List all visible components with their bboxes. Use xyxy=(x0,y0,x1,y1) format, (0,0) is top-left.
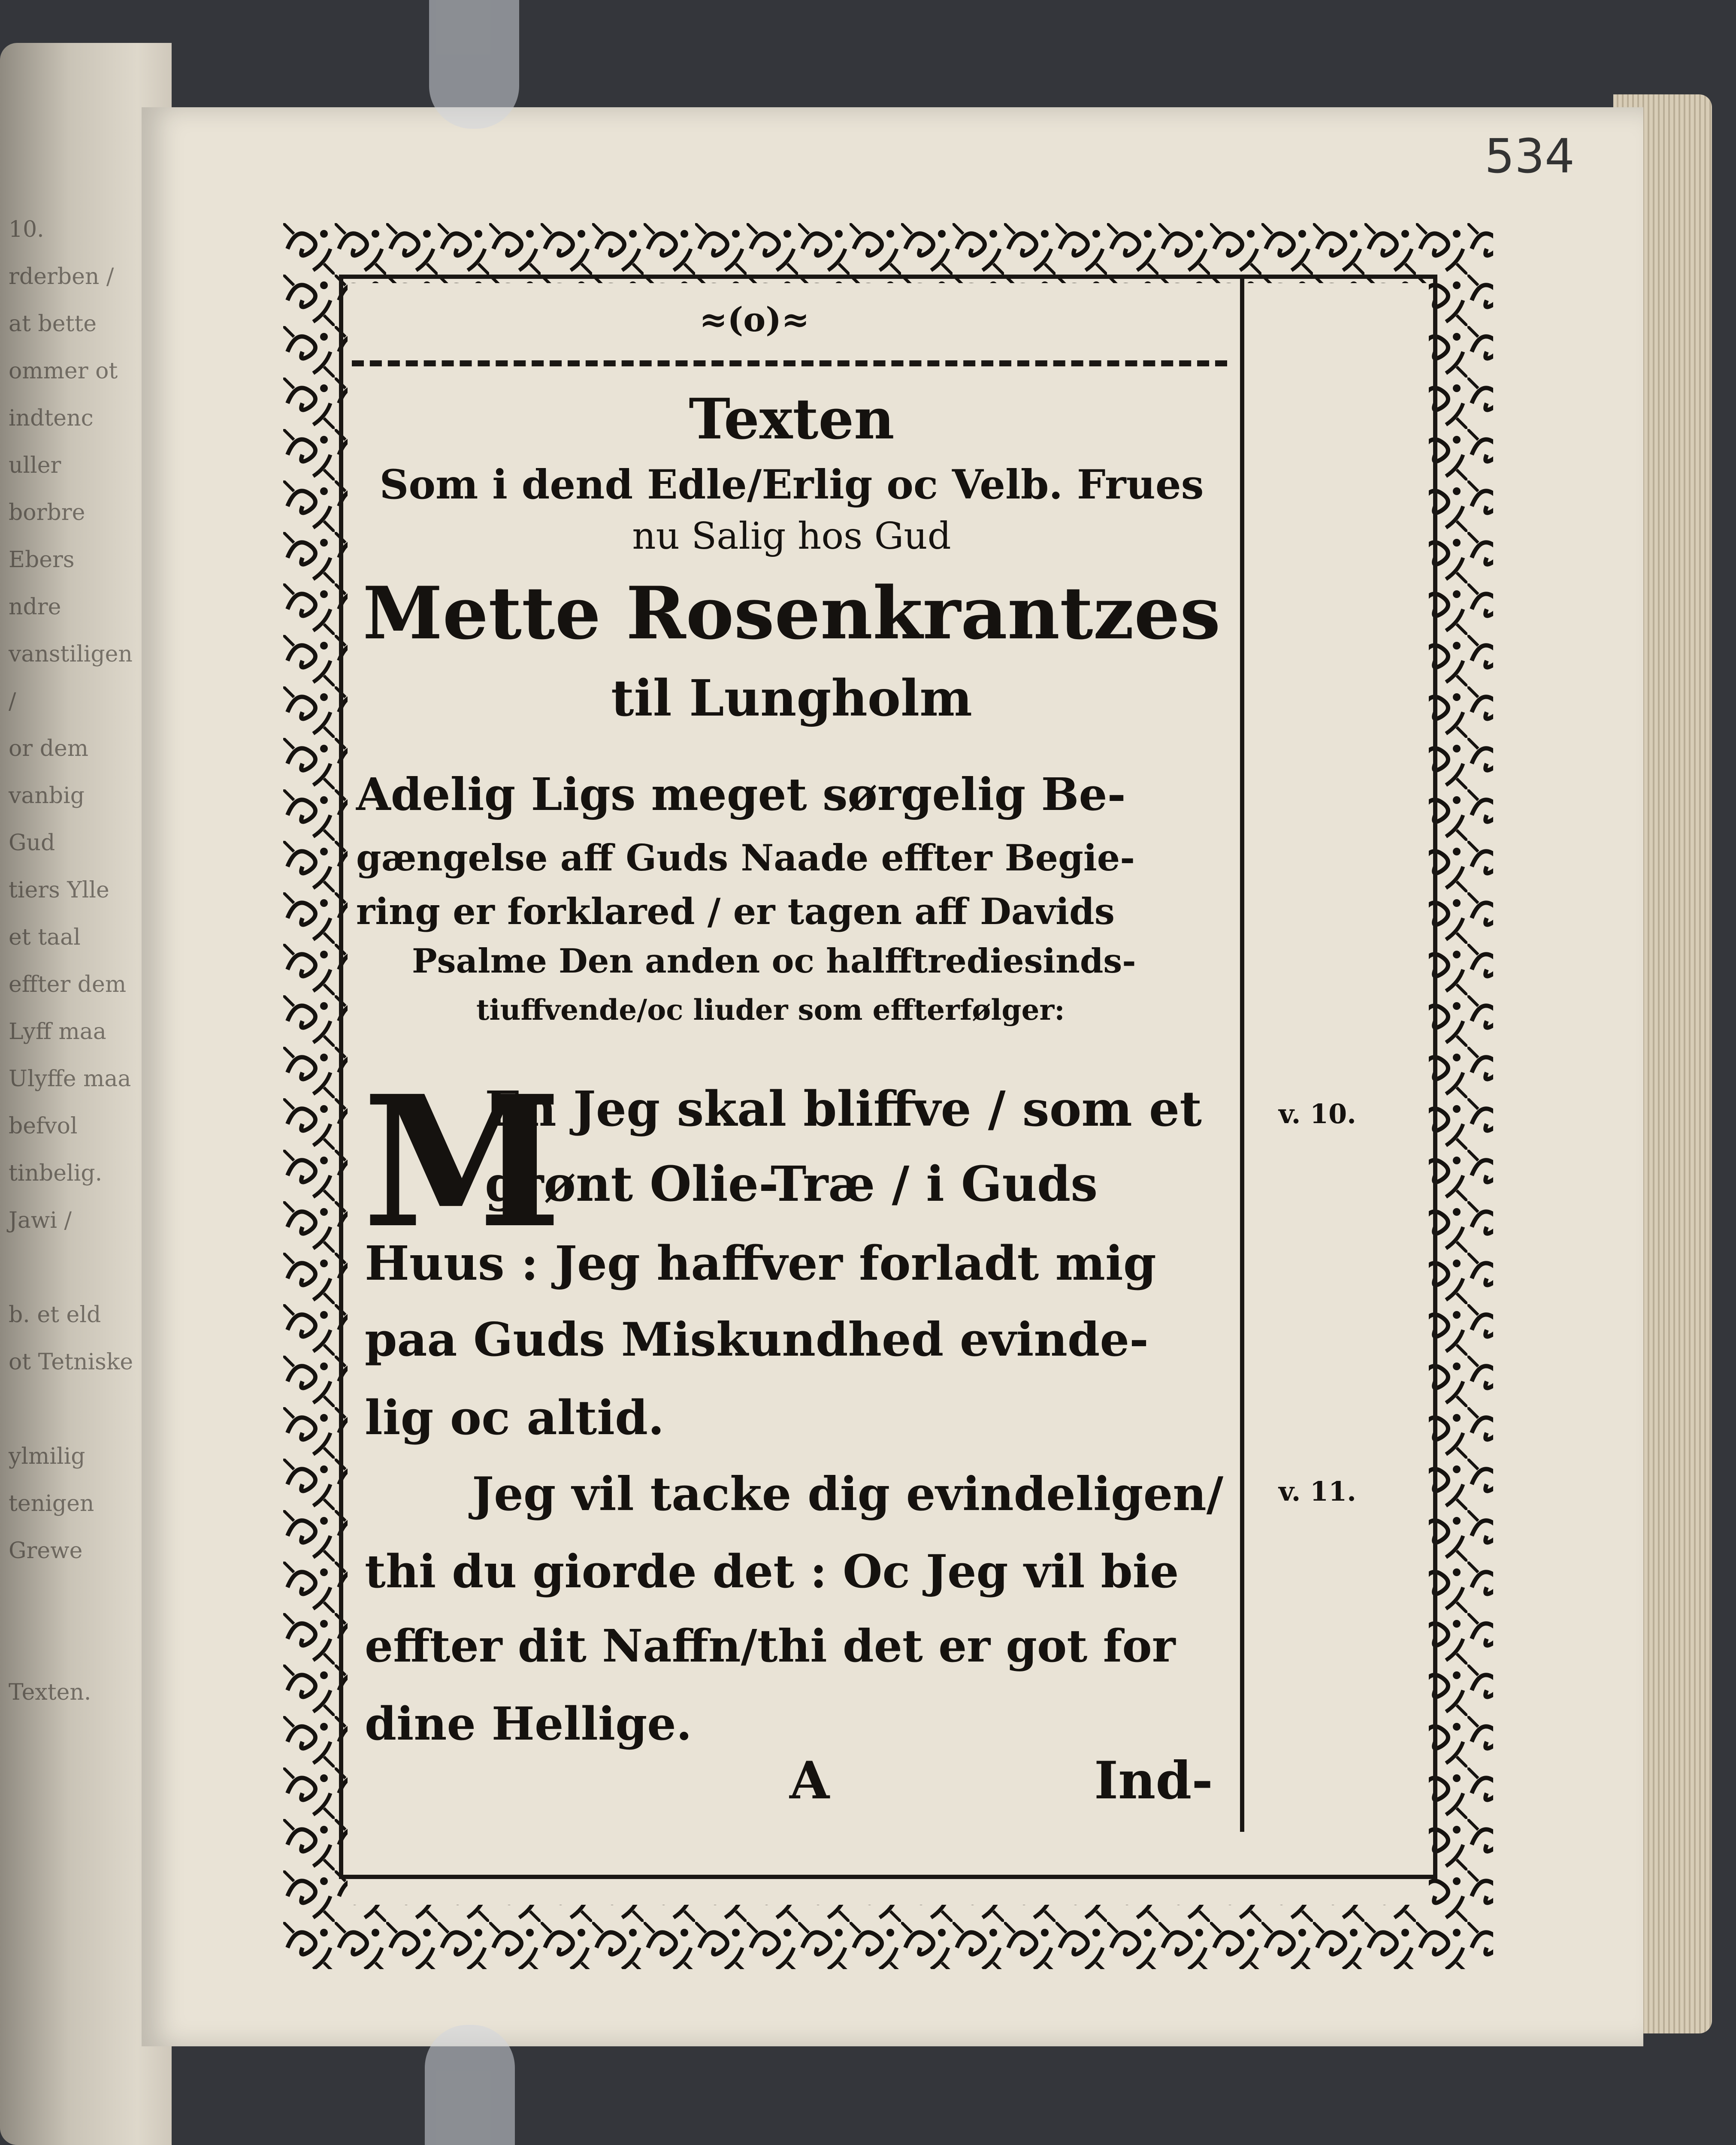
facing-page-line xyxy=(9,1244,137,1291)
facing-page-line: Ulyffe maa befvol xyxy=(9,1066,131,1139)
title-texten: Texten xyxy=(689,386,895,452)
book-clip-top xyxy=(429,0,519,129)
facing-page-line: ommer ot indtenc xyxy=(9,358,118,431)
facing-page-line: uller borbre Ebers xyxy=(9,453,85,573)
verse-line: effter dit Naffn/thi det er got for xyxy=(365,1619,1176,1672)
intro-line: Psalme Den anden oc halfftrediesinds- xyxy=(412,942,1136,981)
facing-page-text xyxy=(9,206,137,1716)
drop-capital: M xyxy=(363,1057,562,1268)
verse-line: paa Guds Miskundhed evinde- xyxy=(365,1313,1149,1367)
verse-line: dine Hellige. xyxy=(365,1697,692,1750)
title-line-5: til Lungholm xyxy=(611,669,972,728)
facing-page-line: 10. xyxy=(9,217,44,242)
verse-10-margin-reference: v. 10. xyxy=(1279,1098,1356,1130)
facing-page-line xyxy=(9,1386,137,1433)
facing-page-line xyxy=(9,1574,137,1622)
facing-page-line: ylmilig xyxy=(9,1444,85,1469)
verse-line: En Jeg skal bliffve / som et xyxy=(485,1081,1202,1137)
verse-line: thi du giorde det : Oc Jeg vil bie xyxy=(365,1544,1179,1598)
verse-line: grønt Olie-Træ / i Guds xyxy=(485,1156,1098,1212)
facing-page-line: or dem vanbig Gud xyxy=(9,736,89,856)
facing-page-line: Texten. xyxy=(9,1680,91,1705)
verse-11 xyxy=(356,1467,1240,1776)
facing-page-line: rderben / at bette xyxy=(9,264,114,337)
facing-page-line xyxy=(9,1622,137,1669)
facing-page-line: ot Tetniske xyxy=(9,1349,133,1375)
folio-number: 534 xyxy=(1485,129,1575,184)
facing-page-line: b. et eld xyxy=(9,1302,101,1328)
catchword: Ind- xyxy=(1094,1750,1213,1811)
title-line-2: Som i dend Edle/Erlig oc Velb. Frues xyxy=(379,461,1204,508)
facing-page-line: ndre vanstiligen / xyxy=(9,594,133,714)
facing-page-line: tinbelig. xyxy=(9,1160,103,1186)
verse-10 xyxy=(356,1081,1240,1467)
margin-column-rule xyxy=(1240,279,1244,1832)
intro-line: ring er forklared / er tagen aff Davids xyxy=(356,890,1115,933)
signature-mark: A xyxy=(789,1750,830,1811)
title-line-3: nu Salig hos Gud xyxy=(632,515,951,558)
title-name: Mette Rosenkrantzes xyxy=(363,571,1221,656)
head-ornament: ≈(o)≈ xyxy=(699,300,810,339)
head-rule xyxy=(352,360,1227,372)
facing-page-line: effter dem Lyff maa xyxy=(9,972,127,1045)
intro-line: gængelse aff Guds Naade effter Begie- xyxy=(356,837,1135,879)
facing-page-line: tenigen Grewe xyxy=(9,1491,94,1564)
facing-page-line: tiers Ylle et taal xyxy=(9,877,109,950)
book-clip-bottom xyxy=(425,2025,515,2145)
verse-line: Huus : Jeg haffver forladt mig xyxy=(365,1236,1156,1291)
intro-line: Adelig Ligs meget sørgelig Be- xyxy=(356,768,1126,821)
verse-11-margin-reference: v. 11. xyxy=(1279,1476,1356,1507)
facing-page-line: Jawi / xyxy=(9,1208,72,1233)
verse-line: lig oc altid. xyxy=(365,1390,665,1445)
intro-block xyxy=(356,768,1231,1068)
verse-line: Jeg vil tacke dig evindeligen/ xyxy=(472,1467,1224,1521)
intro-line: tiuffvende/oc liuder som effterfølger: xyxy=(476,993,1065,1027)
